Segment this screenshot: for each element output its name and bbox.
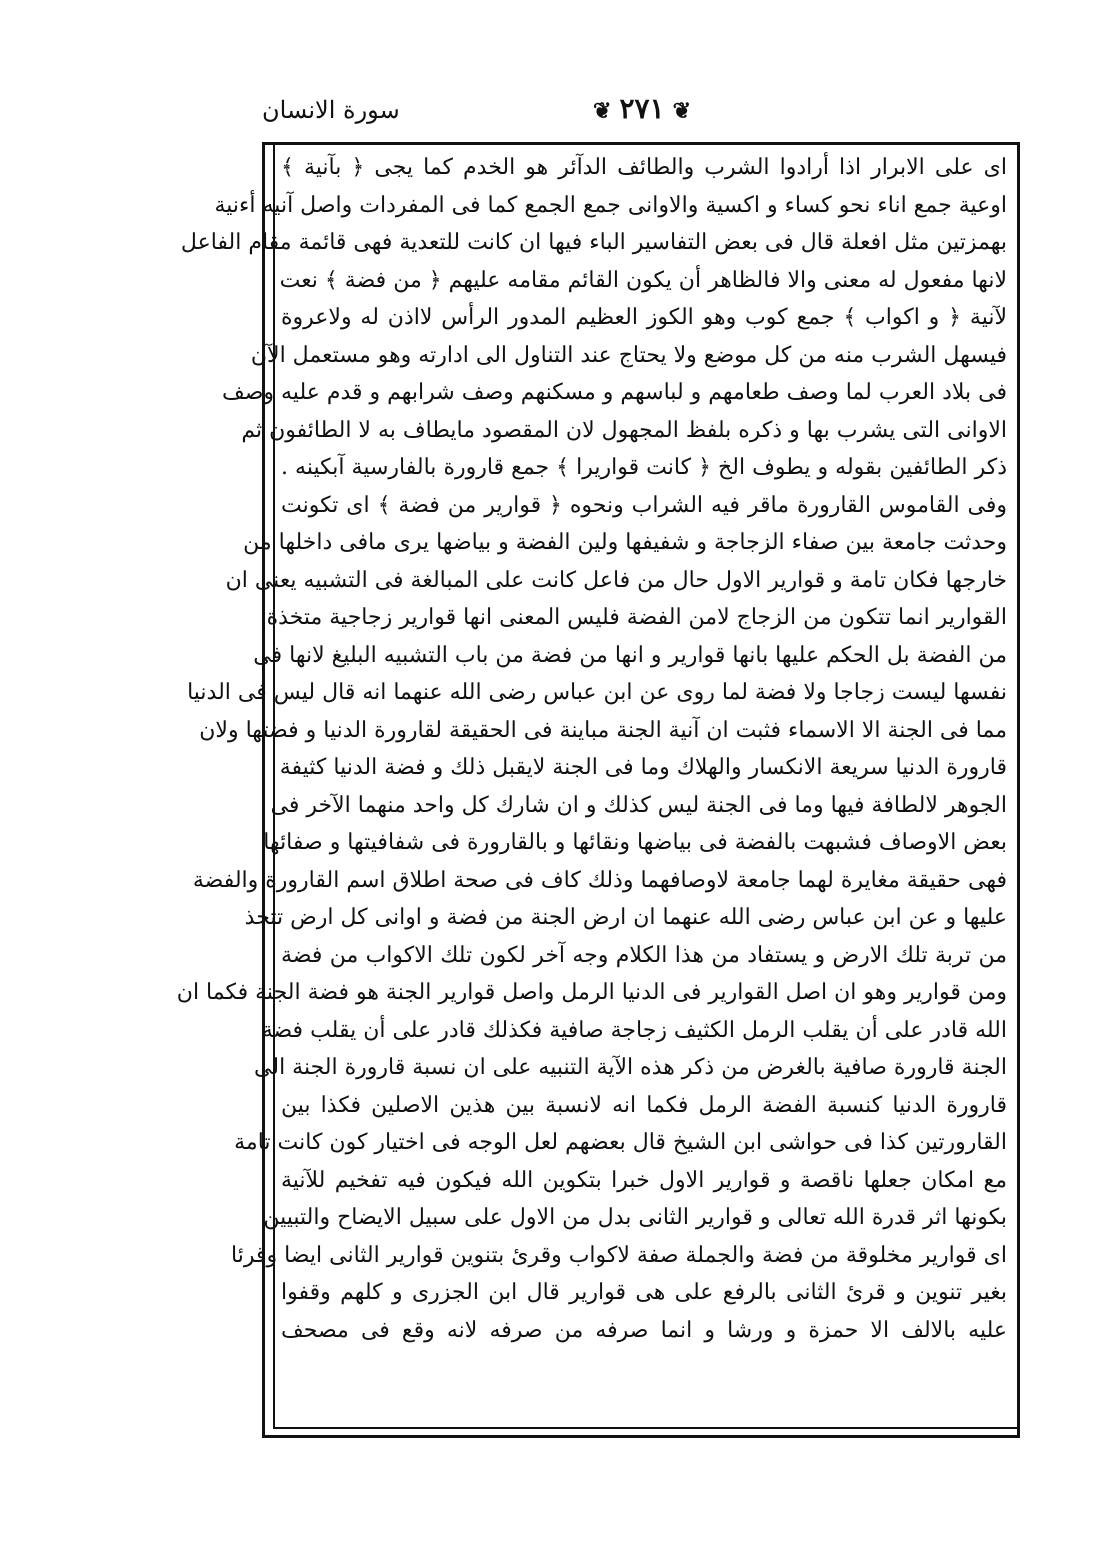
text-line: اوعية جمع اناء نحو كساء و اكسية والاوانى جمع الجمع كما فى المفردات واصل آنيه أءنية [214, 192, 1007, 218]
text-line: مع امكان جعلها ناقصة و قوارير الاول خبرا بتكوين الله فيكون فيه تفخيم للآنية [281, 1167, 1008, 1193]
text-line: الله قادر على أن يقلب الرمل الكثيف زجاجة صافية فكذلك قادر على أن يقلب فضة [261, 1017, 1007, 1043]
text-line: الجنة قارورة صافية بالغرض من ذكر هذه الآية التنبيه على ان نسبة قارورة الجنة الى [254, 1055, 1007, 1080]
text-line: وحدثت جامعة بين صفاء الزجاجة و شفيفها ولين الفضة و بياضها يرى مافى داخلها من [243, 530, 1007, 555]
text-frame [176, 142, 1020, 1438]
text-line: بغير تنوين و قرئ الثانى بالرفع على هى قوارير قال ابن الجزرى و كلهم وقفوا [281, 1280, 1007, 1305]
text-line: من تربة تلك الارض و يستفاد من هذا الكلام وجه آخر لكون تلك الاكواب من فضة [281, 942, 1007, 968]
ornament-left-icon: ❦ [672, 97, 691, 124]
text-line: الاوانى التى يشرب بها و ذكره بلفظ المجهول لان المقصود مايطاف به لا الطائفون ثم [241, 417, 1007, 443]
page-number: ٢٧١ [619, 92, 665, 125]
text-line: القارورتين كذا فى حواشى ابن الشيخ قال بعضهم لعل الوجه فى اختيار كون كانت تامة [234, 1130, 1007, 1155]
text-line: اى قوارير مخلوقة من فضة والجملة صفة لاكواب وقرئ بتنوين قوارير الثانى ايضا وقرئا [231, 1242, 1007, 1268]
text-line: فى بلاد العرب لما وصف طعامهم و لباسهم و مسكنهم وصف شرابهم و قدم عليه وصف [221, 380, 1007, 405]
text-line: بهمزتين مثل افعلة قال فى بعض التفاسير الباء فيها ان كانت للتعدية فهى قائمة مقام الفاعل [180, 230, 1007, 255]
ornament-right-icon: ❦ [593, 97, 612, 124]
text-line: ومن قوارير وهو ان اصل القوارير فى الدنيا الرمل واصل قوارير الجنة هو فضة الجنة فكما ان [176, 980, 1007, 1005]
text-line: لآنية ﴿ و اكواب ﴾ جمع كوب وهو الكوز العظيم المدور الرأس لااذن له ولاعروة [281, 305, 1007, 330]
text-line: خارجها فكان تامة و قوارير الاول حال من فاعل كانت على المبالغة فى التشبيه يعنى ان [225, 567, 1007, 593]
text-line: الجوهر لالطافة فيها وما فى الجنة ليس كذلك و ان شارك كل واحد منهما الآخر فى [270, 792, 1007, 818]
surah-title: سورة الانسان [262, 96, 400, 124]
text-line: لانها مفعول له معنى والا فالظاهر أن يكون القائم مقامه عليهم ﴿ من فضة ﴾ نعت [279, 267, 1007, 293]
text-line: قارورة الدنيا كنسبة الفضة الرمل فكما انه لانسبة بين هذين الاصلين فكذا بين [281, 1092, 1007, 1118]
text-line: القوارير انما تتكون من الزجاج لامن الفضة فليس المعنى انها قوارير زجاجية متخذة [266, 605, 1007, 630]
text-line: فيسهل الشرب منه من كل موضع ولا يحتاج عند التناول الى ادارته وهو مستعمل الآن [250, 342, 1007, 368]
text-line: عليها و عن ابن عباس رضى الله عنهما ان ارض الجنة من فضة و اوانى كل ارض تتخذ [244, 905, 1007, 930]
text-line: عليه بالالف الا حمزة و ورشا و انما صرفه من صرفه لانه وقع فى مصحف [281, 1317, 1007, 1343]
body-text [176, 149, 1008, 1349]
text-line: اى على الابرار اذا أرادوا الشرب والطائف الدآئر هو الخدم كما يجى ﴿ بآنية ﴾ [281, 155, 1007, 180]
text-line: من الفضة بل الحكم عليها بانها قوارير و انها من فضة من باب التشبيه البليغ لانها فى [253, 642, 1007, 668]
text-line: قارورة الدنيا سريعة الانكسار والهلاك وما فى الجنة لايقبل ذلك و فضة الدنيا كثيفة [279, 755, 1007, 780]
page-header [262, 90, 1024, 142]
text-line: فهى حقيقة مغايرة لهما جامعة لاوصافهما وذلك كاف فى صحة اطلاق اسم القارورة والفضة [192, 867, 1007, 893]
page-number-group [562, 92, 722, 125]
text-line: بكونها اثر قدرة الله تعالى و قوارير الثانى بدل من الاول على سبيل الايضاح والتبيين [263, 1205, 1007, 1230]
text-line: مما فى الجنة الا الاسماء فثبت ان آنية الجنة مباينة فى الحقيقة لقارورة الدنيا و فضتها ولان [199, 717, 1007, 743]
text-line: ذكر الطائفين بقوله و يطوف الخ ﴿ كانت قواريرا ﴾ جمع قارورة بالفارسية آبكينه . [281, 455, 1007, 480]
text-line: وفى القاموس القارورة ماقر فيه الشراب ونحوه ﴿ قوارير من فضة ﴾ اى تكونت [281, 492, 1007, 518]
text-line: نفسها ليست زجاجا ولا فضة لما روى عن ابن عباس رضى الله عنهما انه قال ليس فى الدنيا [187, 680, 1007, 705]
text-line: بعض الاوصاف فشبهت بالفضة فى بياضها ونقائها و بالقارورة فى شفافيتها و صفائها [263, 830, 1007, 855]
